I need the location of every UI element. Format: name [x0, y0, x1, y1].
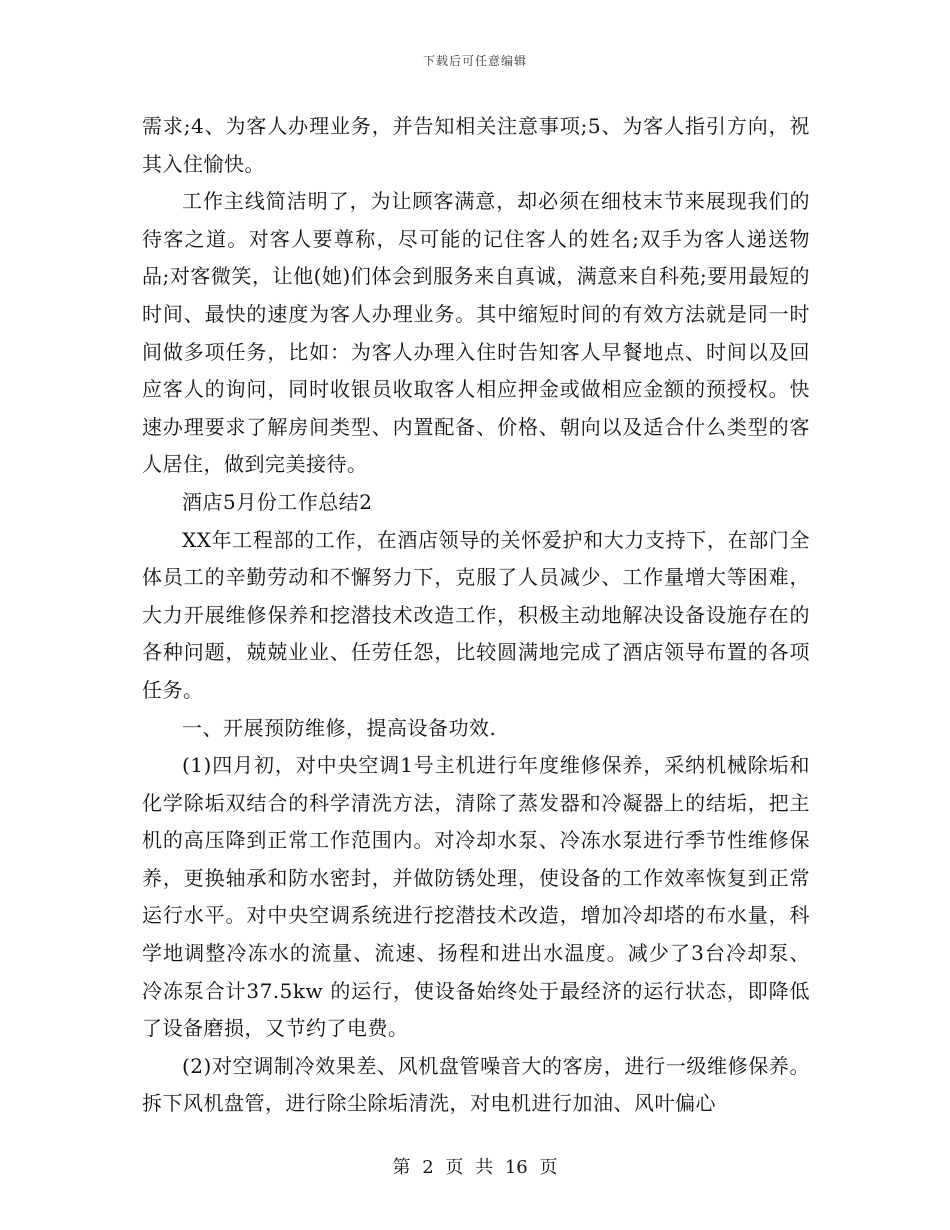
section-heading: 酒店5月份工作总结2	[182, 489, 373, 514]
page-number: 第 2 页 共 16 页	[392, 1157, 558, 1178]
paragraph: 需求;4、为客人办理业务，并告知相关注意事项;5、为客人指引方向，祝其入住愉快。	[142, 114, 810, 176]
paragraph: 工作主线简洁明了，为让顾客满意，却必须在细枝末节来展现我们的待客之道。对客人要尊称，尽可能的记住客人的姓名;双手为客人递送物品;对客微笑，让他(她)们体会到服务来自真诚，满意来自科苑;要用最短的时间、最快的速度为客人办理业务。其中缩短时间的有效方法就是同一时间做多项任务，比如：为客人办理入住时告知客人早餐地点、时间以及回应客人的询问，同时收银员收取客人相应押金或做相应金额的预授权。快速办理要求了解房间类型、内置配备、价格、朝向以及适合什么类型的客人居住，做到完美接待。	[142, 189, 810, 477]
header-note: 下载后可任意编辑	[422, 54, 527, 68]
paragraph: XX年工程部的工作，在酒店领导的关怀爱护和大力支持下，在部门全体员工的辛勤劳动和不懈努力下，克服了人员减少、工作量增大等困难，大力开展维修保养和挖潜技术改造工作，积极主动地解决设备设施存在的各种问题，兢兢业业、任劳任怨，比较圆满地完成了酒店领导布置的各项任务。	[142, 527, 810, 702]
section-heading: 一、开展预防维修，提高设备功效.	[182, 715, 497, 740]
document-body	[142, 108, 810, 1123]
paragraph: (1)四月初，对中央空调1号主机进行年度维修保养，采纳机械除垢和化学除垢双结合的科学清洗方法，清除了蒸发器和冷凝器上的结垢，把主机的高压降到正常工作范围内。对冷却水泵、冷冻水泵进行季节性维修保养，更换轴承和防水密封，并做防锈处理，使设备的工作效率恢复到正常运行水平。对中央空调系统进行挖潜技术改造，增加冷却塔的布水量，科学地调整冷冻水的流量、流速、扬程和进出水温度。减少了3台冷却泵、冷冻泵合计37.5kw 的运行，使设备始终处于最经济的运行状态，即降低了设备磨损，又节约了电费。	[142, 753, 810, 1041]
paragraph: (2)对空调制冷效果差、风机盘管噪音大的客房，进行一级维修保养。拆下风机盘管，进行除尘除垢清洗，对电机进行加油、风叶偏心	[142, 1053, 810, 1116]
